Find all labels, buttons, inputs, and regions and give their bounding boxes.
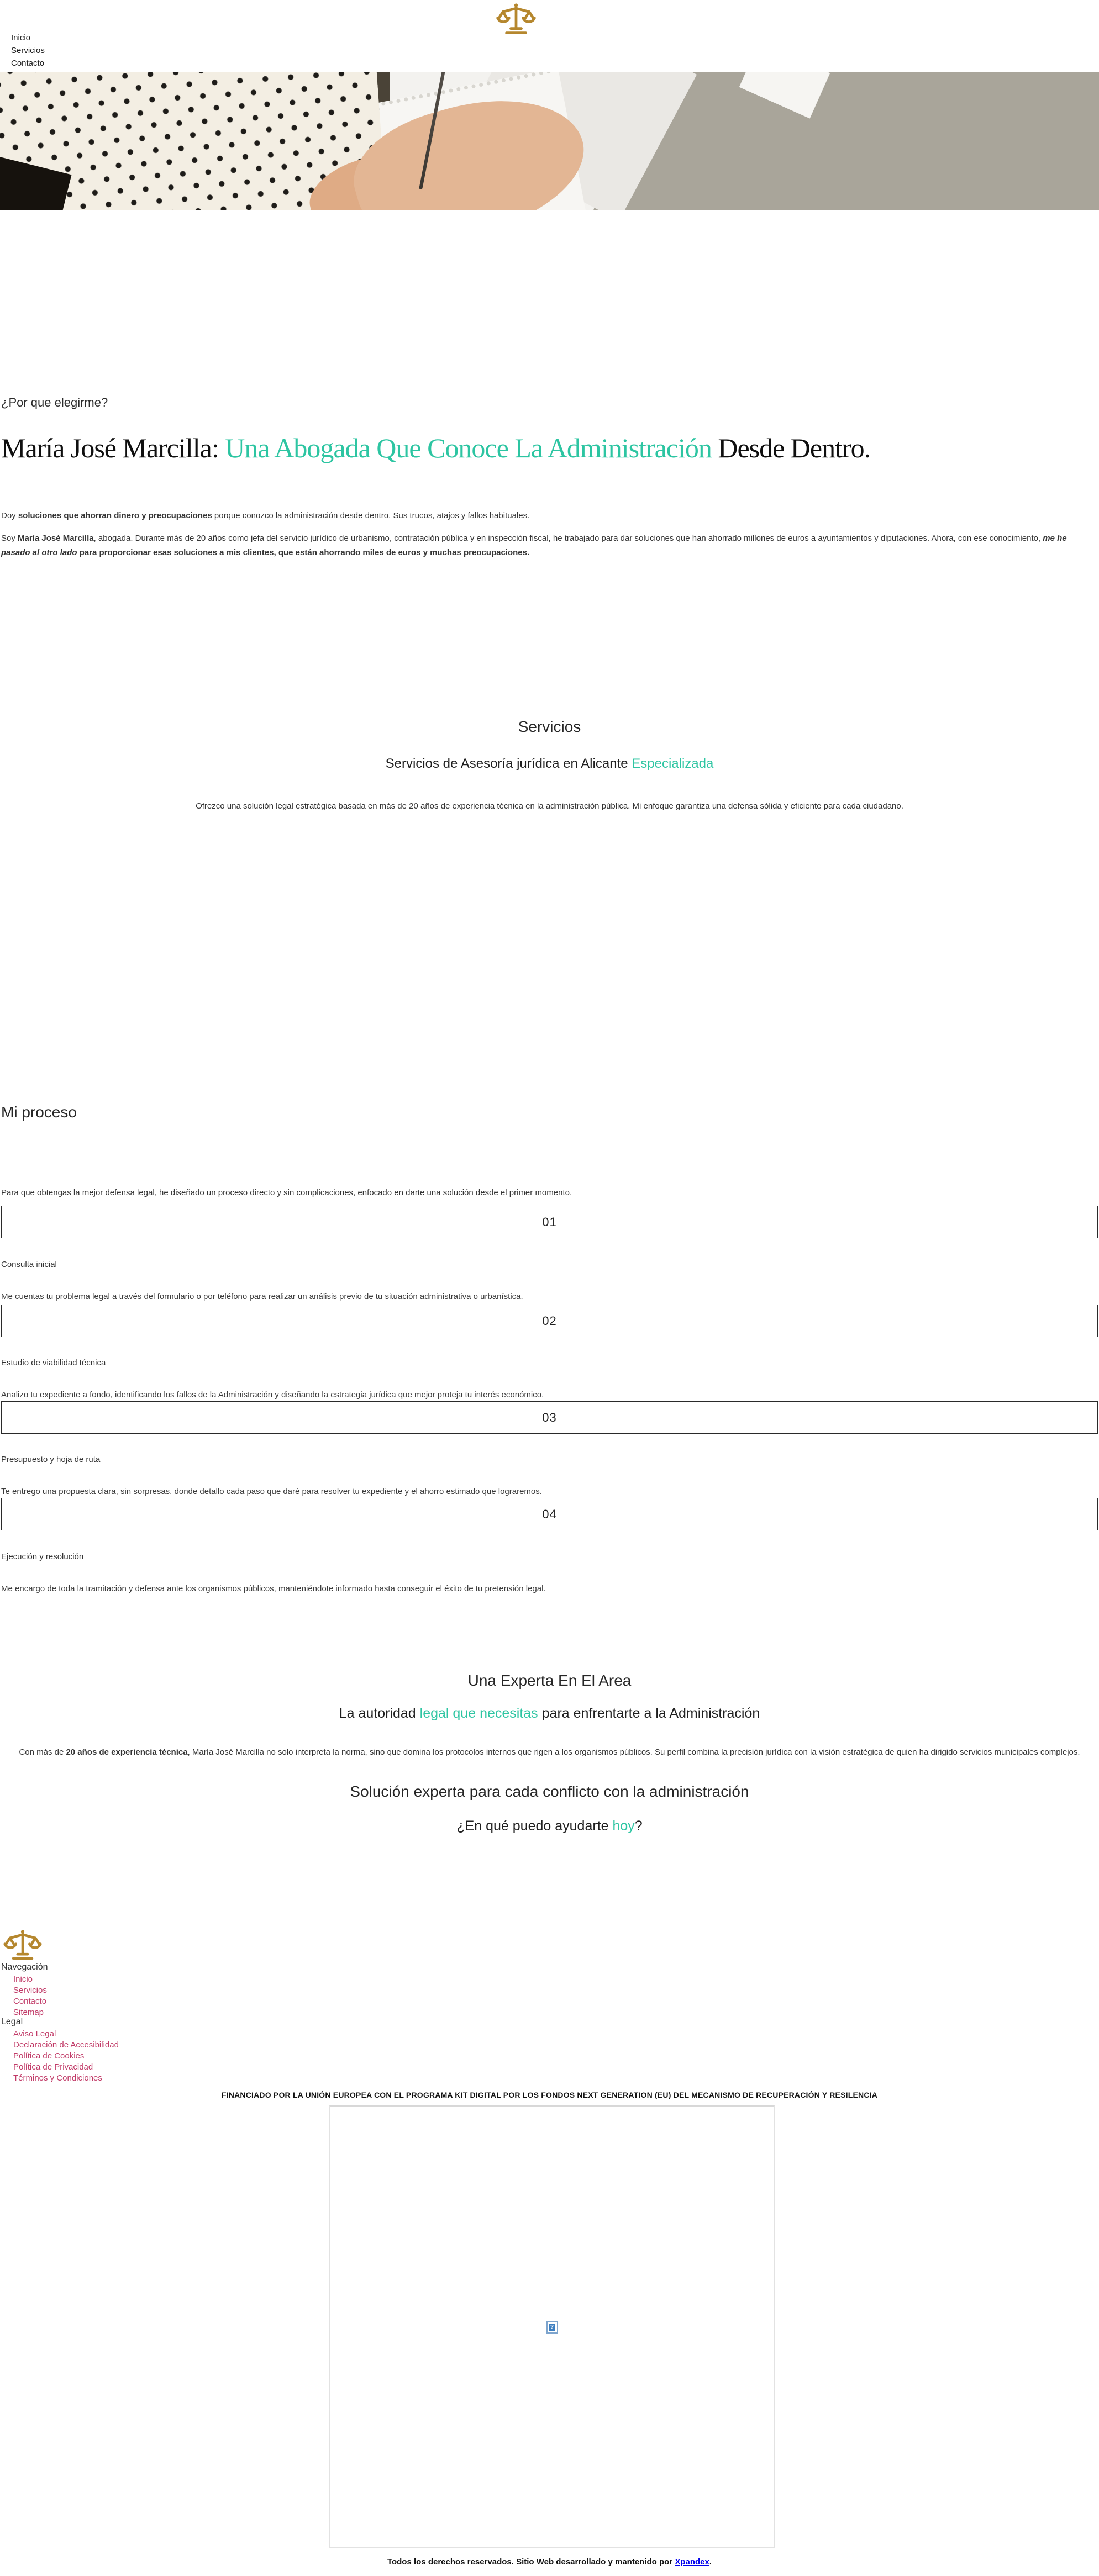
text-run: , abogada. Durante más de 20 años como jefa del servicio jurídico de urbanismo, contratación pública y en inspección fiscal, he trabajado para dar soluciones que han ahorrado millones de euros a ayuntamientos y diputaciones. Ahora, con ese conocimiento,: [93, 534, 1043, 543]
eu-funding-notice: FINANCIADO POR LA UNIÓN EUROPEA CON EL PROGRAMA KIT DIGITAL POR LOS FONDOS NEXT GENERATION (EU) DEL MECANISMO DE RECUPERACIÓN Y RESILENCIA: [221, 2091, 878, 2099]
footer-nav-links: [13, 1974, 47, 2018]
footer-link-sitemap[interactable]: Sitemap: [13, 2008, 44, 2017]
footer-link-privacidad[interactable]: Política de Privacidad: [13, 2062, 93, 2072]
services-description: Ofrezco una solución legal estratégica basada en más de 20 años de experiencia técnica en la administración pública. Mi enfoque garantiza una defensa sólida y eficiente para cada ciudadano.: [196, 801, 903, 811]
text-run: La autoridad: [339, 1706, 420, 1721]
text-run-bold-italic: me he pasado al otro lado: [1, 534, 1067, 557]
broken-image-glyph: ?: [549, 2324, 555, 2331]
step-number: 03: [542, 1410, 557, 1424]
nav-item-inicio[interactable]: Inicio: [11, 33, 31, 43]
footer-link-contacto[interactable]: Contacto: [13, 1997, 47, 2006]
copyright-line: [0, 2557, 1099, 2567]
intro-paragraph-1: [1, 509, 529, 523]
step-number: 04: [542, 1507, 557, 1521]
services-subheading: [0, 756, 1099, 772]
footer-nav-heading: Navegación: [1, 1962, 48, 1972]
text-run: porque conozco la administración desde dentro. Sus trucos, atajos y fallos habituales.: [212, 511, 530, 520]
text-run: Soy: [1, 534, 18, 543]
text-run: Con más de: [19, 1748, 66, 1757]
footer-link-accesibilidad[interactable]: Declaración de Accesibilidad: [13, 2040, 119, 2050]
process-heading: Mi proceso: [1, 1104, 77, 1121]
expert-subheading: [0, 1706, 1099, 1722]
broken-image-icon: [546, 2321, 558, 2334]
text-run: Servicios de Asesoría jurídica en Alicante: [385, 756, 632, 771]
scales-of-justice-icon: [493, 2, 539, 36]
expert-paragraph: [0, 1745, 1099, 1759]
text-run: ?: [634, 1818, 643, 1834]
footer-legal-heading: Legal: [1, 2017, 23, 2026]
cta-highlight: hoy: [612, 1818, 635, 1834]
process-step-number-box: [1, 1401, 1098, 1434]
text-run: , María José Marcilla no solo interpreta la norma, sino que domina los protocolos internos que rigen a los organismos públicos. Su perfil combina la precisión jurídica con la visión estratégica de quien ha dirigido servicios municipales complejos.: [187, 1748, 1080, 1757]
title-text: Desde Dentro.: [711, 432, 871, 463]
process-step-text: Analizo tu expediente a fondo, identificando los fallos de la Administración y diseñando la estrategia jurídica que mejor proteja tu interés económico.: [1, 1390, 544, 1400]
main-nav: [11, 31, 45, 70]
process-step-text: Me cuentas tu problema legal a través del formulario o por teléfono para realizar un análisis previo de tu situación administrativa o urbanística.: [1, 1292, 523, 1301]
intro-paragraph-2: [1, 531, 1098, 560]
hero-image: [0, 72, 1099, 210]
nav-item-contacto[interactable]: Contacto: [11, 59, 45, 68]
expert-heading: Una Experta En El Area: [467, 1672, 632, 1689]
page-title: [1, 431, 1098, 465]
footer-link-cookies[interactable]: Política de Cookies: [13, 2051, 85, 2061]
services-heading: Servicios: [518, 718, 581, 735]
nav-item-servicios[interactable]: Servicios: [11, 46, 45, 55]
process-step-title: Presupuesto y hoja de ruta: [1, 1455, 101, 1464]
process-intro: Para que obtengas la mejor defensa legal, he diseñado un proceso directo y sin complicaciones, enfocado en darte una solución desde el primer momento.: [1, 1188, 572, 1197]
subheading-highlight: Especializada: [632, 756, 714, 771]
text-run: .: [709, 2557, 712, 2567]
scales-of-justice-icon: [1, 1929, 44, 1962]
footer-link-aviso-legal[interactable]: Aviso Legal: [13, 2029, 56, 2039]
expert-cta-heading: [0, 1818, 1099, 1834]
footer-link-terminos[interactable]: Términos y Condiciones: [13, 2073, 102, 2083]
process-step-title: Consulta inicial: [1, 1260, 57, 1269]
title-highlight: Una Abogada Que Conoce La Administración: [225, 432, 712, 463]
footer-legal-links: [13, 2029, 119, 2084]
footer-link-servicios[interactable]: Servicios: [13, 1986, 47, 1995]
process-step-number-box: [1, 1305, 1098, 1337]
text-run: ¿En qué puedo ayudarte: [456, 1818, 613, 1834]
hero-paper: [739, 72, 830, 119]
text-run: Doy: [1, 511, 18, 520]
footer-link-inicio[interactable]: Inicio: [13, 1975, 33, 1984]
text-run-bold: María José Marcilla: [18, 534, 94, 543]
footer-logo[interactable]: [1, 1929, 44, 1965]
process-step-number-box: [1, 1498, 1098, 1530]
xpandex-link[interactable]: Xpandex: [675, 2557, 709, 2567]
text-run-bold: 20 años de experiencia técnica: [66, 1748, 188, 1757]
text-run: Todos los derechos reservados. Sitio Web desarrollado y mantenido por: [387, 2557, 675, 2567]
title-text: María José Marcilla:: [1, 432, 225, 463]
text-run-bold: soluciones que ahorran dinero y preocupaciones: [18, 511, 212, 520]
step-number: 01: [542, 1215, 557, 1229]
why-choose-me-kicker: ¿Por que elegirme?: [1, 395, 108, 409]
text-run: para enfrentarte a la Administración: [538, 1706, 760, 1721]
kit-digital-image-placeholder: [329, 2105, 775, 2548]
header-logo[interactable]: [493, 2, 539, 39]
process-step-text: Me encargo de toda la tramitación y defensa ante los organismos públicos, manteniéndote informado hasta conseguir el éxito de tu pretensión legal.: [1, 1584, 546, 1593]
step-number: 02: [542, 1313, 557, 1328]
text-run-bold: para proporcionar esas soluciones a mis clientes, que están ahorrando miles de euros y muchas preocupaciones.: [77, 548, 530, 557]
process-step-title: Ejecución y resolución: [1, 1552, 84, 1561]
expert-closing-heading: Solución experta para cada conflicto con la administración: [350, 1783, 749, 1800]
subheading-highlight: legal que necesitas: [419, 1706, 538, 1721]
process-step-number-box: [1, 1206, 1098, 1238]
process-step-text: Te entrego una propuesta clara, sin sorpresas, donde detallo cada paso que daré para resolver tu expediente y el ahorro estimado que lograremos.: [1, 1487, 542, 1496]
process-step-title: Estudio de viabilidad técnica: [1, 1358, 106, 1368]
